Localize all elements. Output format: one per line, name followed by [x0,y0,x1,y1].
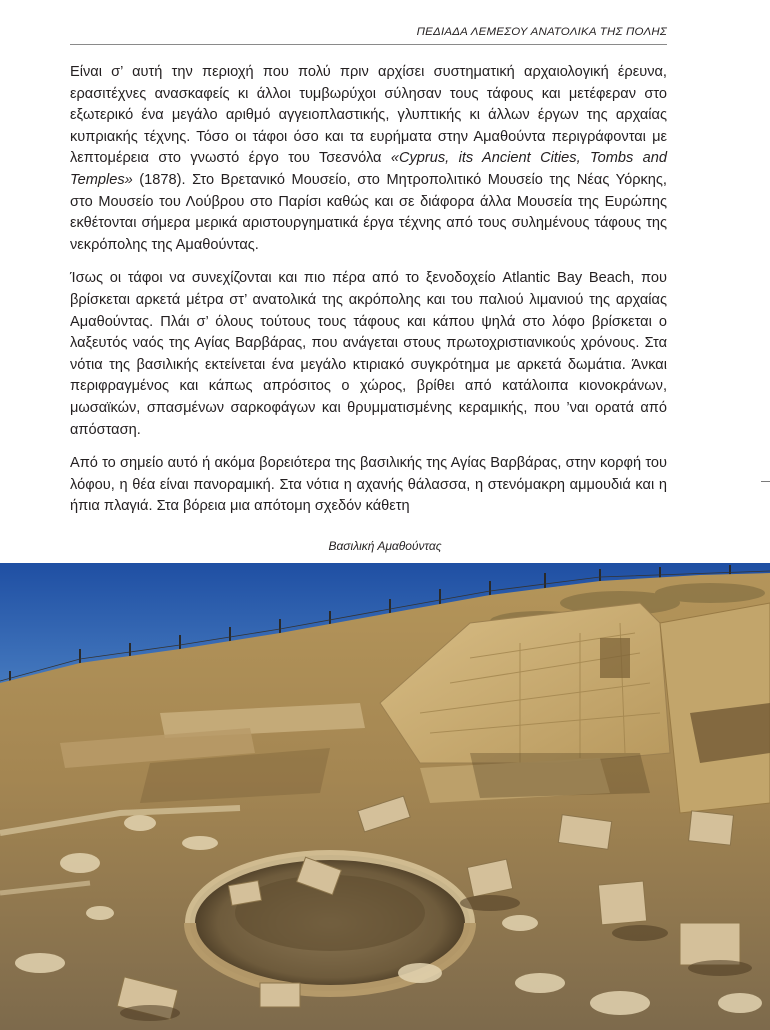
figure-caption: Βασιλική Αμαθούντας [328,539,442,553]
book-title: «Cyprus, its Ancient Cities, Tombs and Temples» [70,150,667,188]
basilica-photo [0,563,770,1030]
paragraph-1-text-a: Είναι σ’ αυτή την περιοχή που πολύ πριν αρχίσει συστηματική αρχαιολογική έρευνα, ερασιτέχνες ανασκαφείς κι άλλοι τυμβωρύχοι σύλησαν τους τάφους και μετέφεραν στο εξωτερικό ένα μεγάλο αριθμό αγγειοπλαστικής, γλυπτικής κι άλλων έργων της αρχαίας κυπριακής τέχνης. Τόσο οι τάφοι όσο και τα ευρήματα στην Αμαθούντα περιγράφονται με λεπτομέρεια στο γνωστό έργο του Τσεσνόλα [70,64,667,167]
header-divider [70,44,667,45]
paragraph-3: Από το σημείο αυτό ή ακόμα βορειότερα της βασιλικής της Αγίας Βαρβάρας, στην κορφή του λόφου, η θέα είναι πανοραμική. Στα νότια η αχανής θάλασσα, η στενόμακρη αμμουδιά και η ήπια πλαγιά. Στα βόρεια μια απότομη σχεδόν κάθετη [70,455,667,515]
paragraph-1-text-b: (1878). Στο Βρετανικό Μουσείο, στο Μητροπολιτικό Μουσείο της Νέας Υόρκης, στο Μουσείο του Λούβρου στο Παρίσι καθώς και σε διάφορα άλλα Μουσεία της Ευρώπης εκθέτονται σήμερα μερικά αριστουργηματικά έργα τέχνης από τους συλημένους τάφους της νεκρόπολης της Αμαθούντας. [70,171,667,253]
paragraph-2: Ίσως οι τάφοι να συνεχίζονται και πιο πέρα από το ξενοδοχείο Atlantic Bay Beach, που βρίσκεται αρκετά μέτρα στ’ ανατολικά της ακρόπολης και του παλιού λιμανιού της αρχαίας Αμαθούντας. Πλάι σ’ όλους τούτους τους τάφους και κάπου ψηλά στο λόφο βρίσκεται ο λαξευτός ναός της Αγίας Βαρβάρας, που ανάγεται στους πρωτοχριστιανικούς χρόνους. Στα νότια της βασιλικής εκτείνεται ένα μεγάλο κτιριακό συγκρότημα με αρκετά δωμάτια. Άνκαι περιφραγμένος και κάπως απρόσιτος ο χώρος, βρίθει από κατάλοιπα κιονοκράνων, μωσαϊκών, σπασμένων σαρκοφάγων και θρυμματισμένης κεραμικής, που ’ναι ορατά από απόσταση. [70,270,667,438]
margin-tick [761,481,770,482]
running-header: ΠΕΔΙΑΔΑ ΛΕΜΕΣΟΥ ΑΝΑΤΟΛΙΚΑ ΤΗΣ ΠΟΛΗΣ [416,26,667,38]
article-body [70,62,667,518]
paragraph-1 [70,62,667,256]
